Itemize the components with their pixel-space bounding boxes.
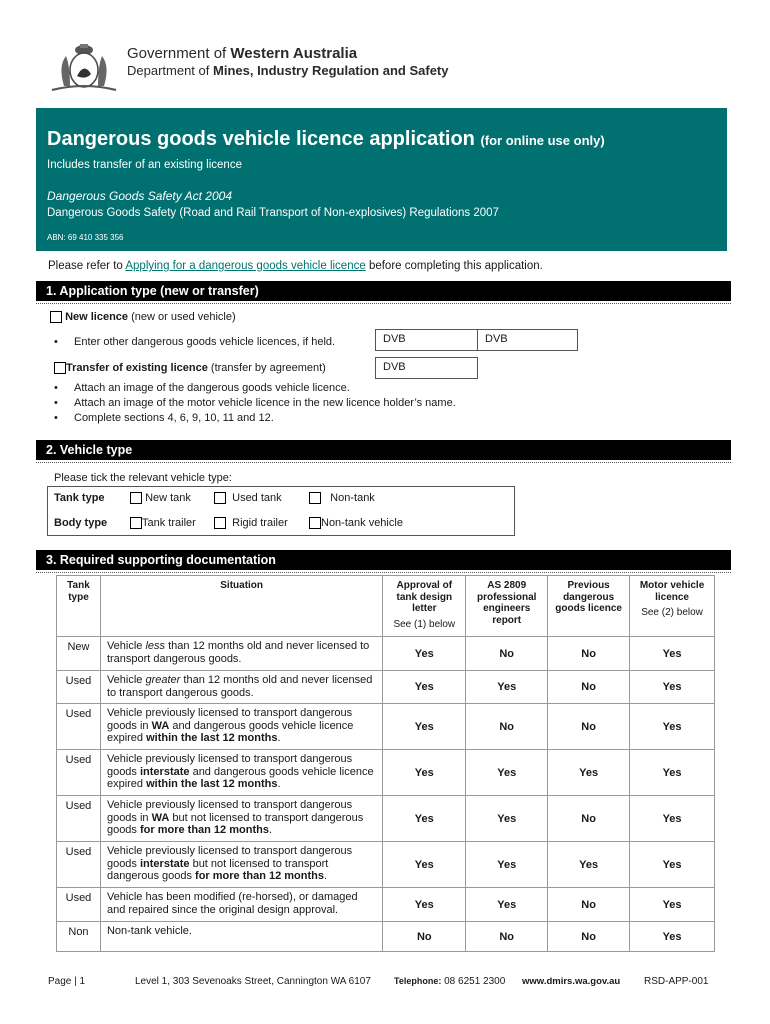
gov-bold: Western Australia xyxy=(230,45,358,62)
tank-type-cell: Used xyxy=(57,671,101,704)
tank-type-label: Tank type xyxy=(54,492,105,504)
refer-note xyxy=(48,260,543,272)
col-approval-label: Approval of tank design letter xyxy=(396,580,453,614)
bullet-text: Complete sections 4, 6, 9, 10, 11 and 12. xyxy=(74,412,274,424)
tank-trailer-option[interactable] xyxy=(130,517,196,529)
yes-no-cell: No xyxy=(548,704,630,750)
refer-suffix: before completing this application. xyxy=(365,260,543,272)
body-type-label: Body type xyxy=(54,517,108,529)
guide-link[interactable]: Applying for a dangerous goods vehicle licence xyxy=(125,260,366,272)
yes-no-cell: Yes xyxy=(630,750,715,796)
yes-no-cell: Yes xyxy=(383,637,466,671)
refer-prefix: Please refer to xyxy=(48,260,126,272)
tank-type-cell: New xyxy=(57,637,101,671)
dvb-input-1[interactable]: DVB xyxy=(375,329,478,351)
new-tank-option[interactable] xyxy=(130,492,191,504)
yes-no-cell: Yes xyxy=(383,842,466,888)
yes-no-cell: Yes xyxy=(383,671,466,704)
situation-cell: Vehicle previously licensed to transport dangerous goods in WA but not licensed to transport dangerous goods for more than 12 months. xyxy=(100,796,382,842)
bullet-text: Attach an image of the motor vehicle licence in the new licence holder’s name. xyxy=(74,397,456,409)
col-previous: Previous dangerous goods licence xyxy=(548,576,630,637)
rigid-trailer-option[interactable] xyxy=(214,517,288,529)
yes-no-cell: No xyxy=(548,637,630,671)
yes-no-cell: Yes xyxy=(383,704,466,750)
tank-type-cell: Used xyxy=(57,888,101,922)
situation-cell: Vehicle has been modified (re-horsed), or damaged and repaired since the original design approval. xyxy=(100,888,382,922)
yes-no-cell: Yes xyxy=(466,750,548,796)
telephone-label: Telephone: xyxy=(394,976,442,986)
col-approval xyxy=(383,576,466,637)
yes-no-cell: Yes xyxy=(630,671,715,704)
yes-no-cell: No xyxy=(466,922,548,952)
tank-trailer-checkbox[interactable] xyxy=(130,517,142,529)
yes-no-cell: Yes xyxy=(548,842,630,888)
table-row xyxy=(57,796,715,842)
rigid-trailer-label: Rigid trailer xyxy=(232,517,288,529)
yes-no-cell: Yes xyxy=(548,750,630,796)
used-tank-option[interactable] xyxy=(214,492,282,504)
col-motor-label: Motor vehicle licence xyxy=(639,580,705,603)
page-title: Dangerous goods vehicle licence application xyxy=(47,128,475,150)
table-row xyxy=(57,922,715,952)
yes-no-cell: No xyxy=(466,704,548,750)
enter-other-text: Enter other dangerous goods vehicle licences, if held. xyxy=(74,336,336,348)
transfer-licence-checkbox[interactable] xyxy=(54,362,66,374)
yes-no-cell: Yes xyxy=(466,888,548,922)
tank-type-cell: Used xyxy=(57,842,101,888)
table-row xyxy=(57,671,715,704)
situation-cell: Vehicle less than 12 months old and never licensed to transport dangerous goods. xyxy=(100,637,382,671)
transfer-licence-label: Transfer of existing licence xyxy=(66,362,208,374)
yes-no-cell: No xyxy=(383,922,466,952)
tank-type-cell: Used xyxy=(57,750,101,796)
yes-no-cell: Yes xyxy=(630,888,715,922)
table-header-row xyxy=(57,576,715,637)
tank-trailer-label: Tank trailer xyxy=(142,517,196,529)
used-tank-label: Used tank xyxy=(232,492,282,504)
table-row xyxy=(57,842,715,888)
non-tank-label: Non-tank xyxy=(330,492,375,504)
yes-no-cell: Yes xyxy=(466,842,548,888)
used-tank-checkbox[interactable] xyxy=(214,492,226,504)
yes-no-cell: Yes xyxy=(383,796,466,842)
table-row xyxy=(57,750,715,796)
new-licence-checkbox[interactable] xyxy=(50,311,62,323)
yes-no-cell: Yes xyxy=(630,637,715,671)
dept-bold: Mines, Industry Regulation and Safety xyxy=(213,63,449,78)
situation-cell: Vehicle previously licensed to transport dangerous goods in WA and dangerous goods vehicle licence expired within the last 12 months. xyxy=(100,704,382,750)
title-banner xyxy=(36,108,727,251)
situation-cell: Vehicle previously licensed to transport dangerous goods interstate and dangerous goods vehicle licence expired within the last 12 months. xyxy=(100,750,382,796)
includes-note: Includes transfer of an existing licence xyxy=(47,159,242,171)
dept-prefix: Department of xyxy=(127,63,213,78)
col-motor-see: See (2) below xyxy=(641,607,703,618)
section-3-header: 3. Required supporting documentation xyxy=(36,550,731,570)
footer-address: Level 1, 303 Sevenoaks Street, Cannington WA 6107 xyxy=(135,976,371,987)
vehicle-type-instruction: Please tick the relevant vehicle type: xyxy=(54,472,232,484)
footer-doc-code: RSD-APP-001 xyxy=(644,976,709,987)
dvb-input-2[interactable]: DVB xyxy=(477,329,578,351)
enter-other-bullet xyxy=(56,336,335,348)
abn: ABN: 69 410 335 356 xyxy=(47,233,124,242)
yes-no-cell: No xyxy=(548,888,630,922)
new-tank-label: New tank xyxy=(145,492,191,504)
col-as2809: AS 2809 professional engineers report xyxy=(466,576,548,637)
vehicle-type-box xyxy=(47,486,515,536)
bullet-item xyxy=(56,382,350,394)
bullet-item xyxy=(56,397,456,409)
bullet-text: Attach an image of the dangerous goods vehicle licence. xyxy=(74,382,350,394)
table-row xyxy=(57,637,715,671)
supporting-docs-table xyxy=(56,575,715,952)
non-tank-vehicle-label: Non-tank vehicle xyxy=(321,517,403,529)
yes-no-cell: Yes xyxy=(383,888,466,922)
table-row xyxy=(57,704,715,750)
col-tank-type: Tank type xyxy=(57,576,101,637)
yes-no-cell: No xyxy=(466,637,548,671)
yes-no-cell: No xyxy=(548,671,630,704)
yes-no-cell: No xyxy=(548,922,630,952)
telephone-number: 08 6251 2300 xyxy=(441,976,506,987)
section-2-header: 2. Vehicle type xyxy=(36,440,731,460)
dvb-input-3[interactable]: DVB xyxy=(375,357,478,379)
transfer-licence-option[interactable] xyxy=(54,362,326,374)
footer-telephone xyxy=(394,976,505,987)
rigid-trailer-checkbox[interactable] xyxy=(214,517,226,529)
new-licence-label: New licence xyxy=(65,311,129,323)
table-row xyxy=(57,888,715,922)
footer-website[interactable]: www.dmirs.wa.gov.au xyxy=(522,976,621,987)
regulations-name: Dangerous Goods Safety (Road and Rail Transport of Non-explosives) Regulations 2007 xyxy=(47,207,499,219)
situation-cell: Vehicle previously licensed to transport dangerous goods interstate but not licensed to transport dangerous goods for more than 12 months. xyxy=(100,842,382,888)
non-tank-option[interactable] xyxy=(309,492,375,504)
act-name: Dangerous Goods Safety Act 2004 xyxy=(47,189,233,203)
col-situation: Situation xyxy=(100,576,382,637)
col-approval-see: See (1) below xyxy=(393,618,456,630)
new-licence-desc: (new or used vehicle) xyxy=(128,311,236,323)
tank-type-cell: Non xyxy=(57,922,101,952)
yes-no-cell: No xyxy=(548,796,630,842)
yes-no-cell: Yes xyxy=(630,704,715,750)
non-tank-checkbox[interactable] xyxy=(309,492,321,504)
tank-type-cell: Used xyxy=(57,796,101,842)
yes-no-cell: Yes xyxy=(630,922,715,952)
situation-cell: Vehicle greater than 12 months old and never licensed to transport dangerous goods. xyxy=(100,671,382,704)
wa-government-crest-logo xyxy=(44,36,124,94)
section-1-header: 1. Application type (new or transfer) xyxy=(36,281,731,301)
non-tank-vehicle-checkbox[interactable] xyxy=(309,517,321,529)
yes-no-cell: Yes xyxy=(630,842,715,888)
page-number: Page | 1 xyxy=(48,976,86,987)
yes-no-cell: Yes xyxy=(466,671,548,704)
government-header xyxy=(127,45,448,78)
tank-type-cell: Used xyxy=(57,704,101,750)
page-title-sub: (for online use only) xyxy=(480,133,605,148)
transfer-licence-desc: (transfer by agreement) xyxy=(207,362,326,374)
yes-no-cell: Yes xyxy=(383,750,466,796)
yes-no-cell: Yes xyxy=(466,796,548,842)
gov-prefix: Government of xyxy=(127,45,231,62)
yes-no-cell: Yes xyxy=(630,796,715,842)
new-tank-checkbox[interactable] xyxy=(130,492,142,504)
situation-cell: Non-tank vehicle. xyxy=(100,922,382,952)
col-motor xyxy=(630,576,715,637)
non-tank-vehicle-option[interactable] xyxy=(309,517,403,529)
new-licence-option[interactable] xyxy=(50,311,236,323)
bullet-item xyxy=(56,412,274,424)
